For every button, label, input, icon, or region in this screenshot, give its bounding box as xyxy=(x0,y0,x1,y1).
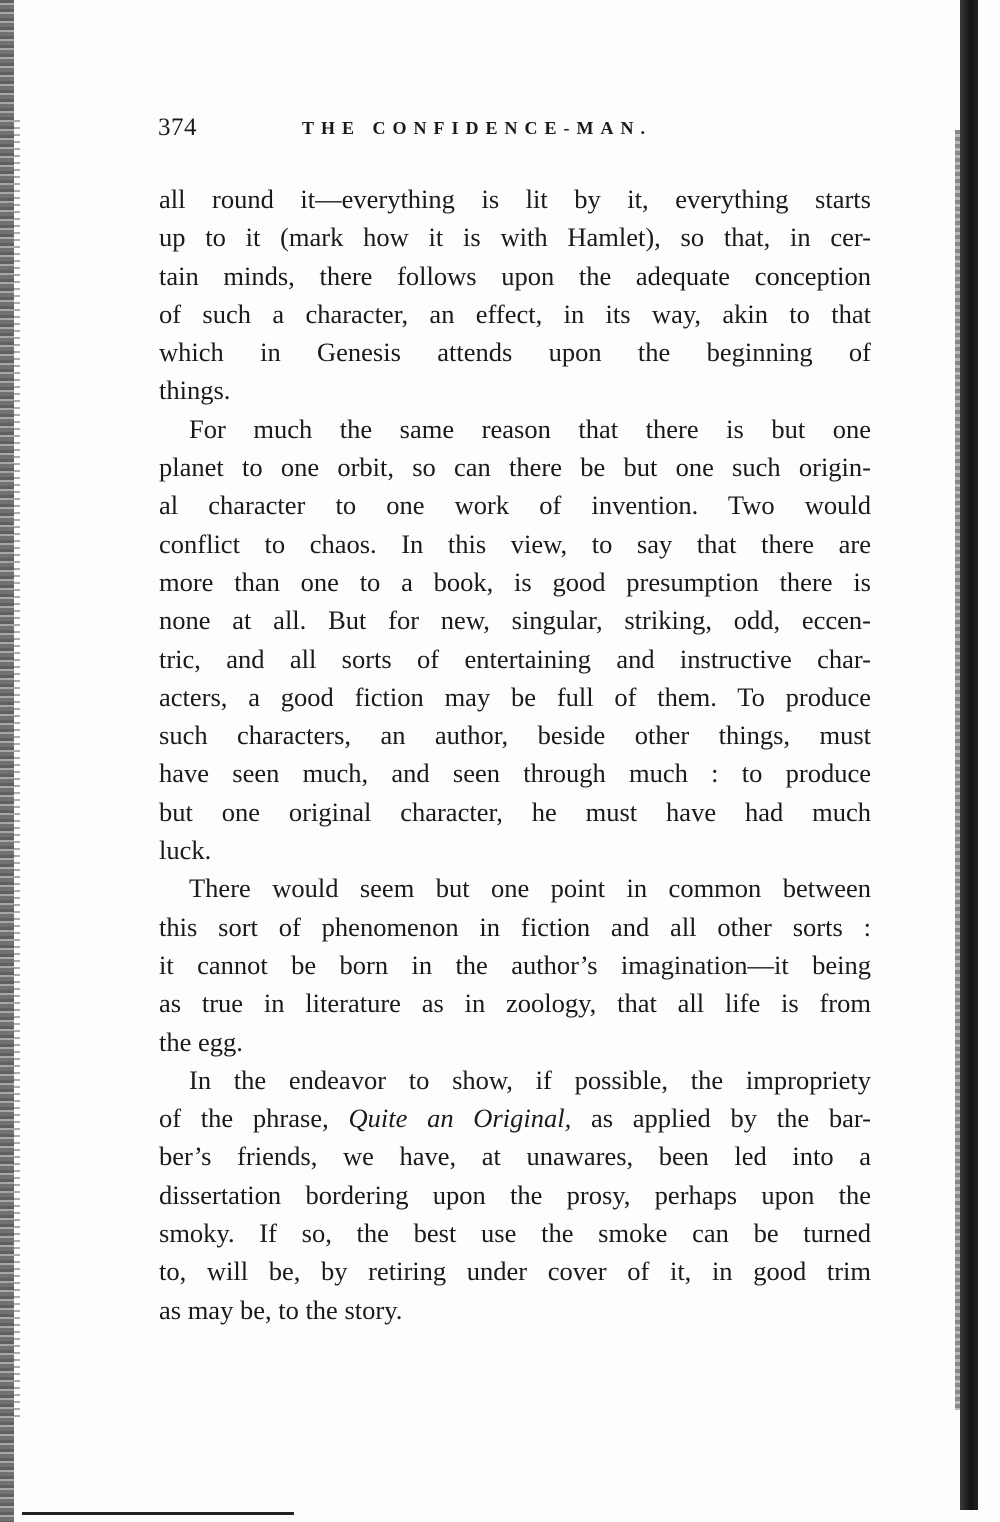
text-line: of such a character, an effect, in its way, akin to that xyxy=(159,298,871,329)
scan-border-right-edge xyxy=(955,130,960,1410)
text-line: more than one to a book, is good presumption there is xyxy=(159,566,871,597)
text-line: smoky. If so, the best use the smoke can be turned xyxy=(159,1218,871,1249)
text-line: this sort of phenomenon in fiction and all other sorts : xyxy=(159,911,871,942)
body-text xyxy=(159,180,871,1329)
text-line: all round it—everything is lit by it, everything starts xyxy=(159,184,871,214)
paragraph-4 xyxy=(159,1061,871,1329)
text-line: conflict to chaos. In this view, to say that there are xyxy=(159,528,871,559)
text-line: ber’s friends, we have, at unawares, been led into a xyxy=(159,1141,871,1172)
text-segment: of the phrase, xyxy=(159,1103,349,1134)
text-line: which in Genesis attends upon the beginning of xyxy=(159,337,871,368)
text-line: In the endeavor to show, if possible, the impropriety xyxy=(189,1064,871,1095)
text-line: as may be, to the story. xyxy=(159,1294,403,1325)
text-line: acters, a good fiction may be full of them. To produce xyxy=(159,681,871,712)
text-line-with-italic xyxy=(159,1099,871,1137)
text-line: but one original character, he must have had much xyxy=(159,796,871,827)
text-line: as true in literature as in zoology, that all life is from xyxy=(159,988,871,1019)
paragraph-1 xyxy=(159,180,871,410)
text-line: al character to one work of invention. Two would xyxy=(159,490,871,521)
text-line: dissertation bordering upon the prosy, perhaps upon the xyxy=(159,1179,871,1210)
text-line: have seen much, and seen through much : to produce xyxy=(159,758,871,789)
text-line: the egg. xyxy=(159,1026,243,1057)
paragraph-2 xyxy=(159,410,871,870)
text-line: tric, and all sorts of entertaining and instructive char- xyxy=(159,643,871,674)
binding-shadow xyxy=(14,120,20,1420)
binding-edge xyxy=(0,0,14,1522)
text-line: tain minds, there follows upon the adequate conception xyxy=(159,260,871,291)
text-line: There would seem but one point in common between xyxy=(189,873,871,904)
text-line: planet to one orbit, so can there be but one such origin- xyxy=(159,452,871,483)
text-line: things. xyxy=(159,375,231,406)
text-line: such characters, an author, beside other things, must xyxy=(159,720,871,751)
text-line: it cannot be born in the author’s imagination—it being xyxy=(159,949,871,980)
text-line: luck. xyxy=(159,835,212,866)
text-segment: as applied by the bar- xyxy=(571,1103,871,1134)
text-line: For much the same reason that there is but one xyxy=(189,413,871,444)
italic-phrase: Quite an Original, xyxy=(348,1103,572,1134)
page-header xyxy=(158,114,878,148)
scan-bottom-rule xyxy=(22,1512,294,1515)
scan-border-right xyxy=(960,0,978,1510)
page-number: 374 xyxy=(158,114,197,141)
paragraph-3 xyxy=(159,869,871,1060)
text-line: none at all. But for new, singular, striking, odd, eccen- xyxy=(159,605,871,636)
running-head: THE CONFIDENCE-MAN. xyxy=(302,118,653,138)
text-line: up to it (mark how it is with Hamlet), so that, in cer- xyxy=(159,222,871,253)
text-line: to, will be, by retiring under cover of it, in good trim xyxy=(159,1256,871,1287)
